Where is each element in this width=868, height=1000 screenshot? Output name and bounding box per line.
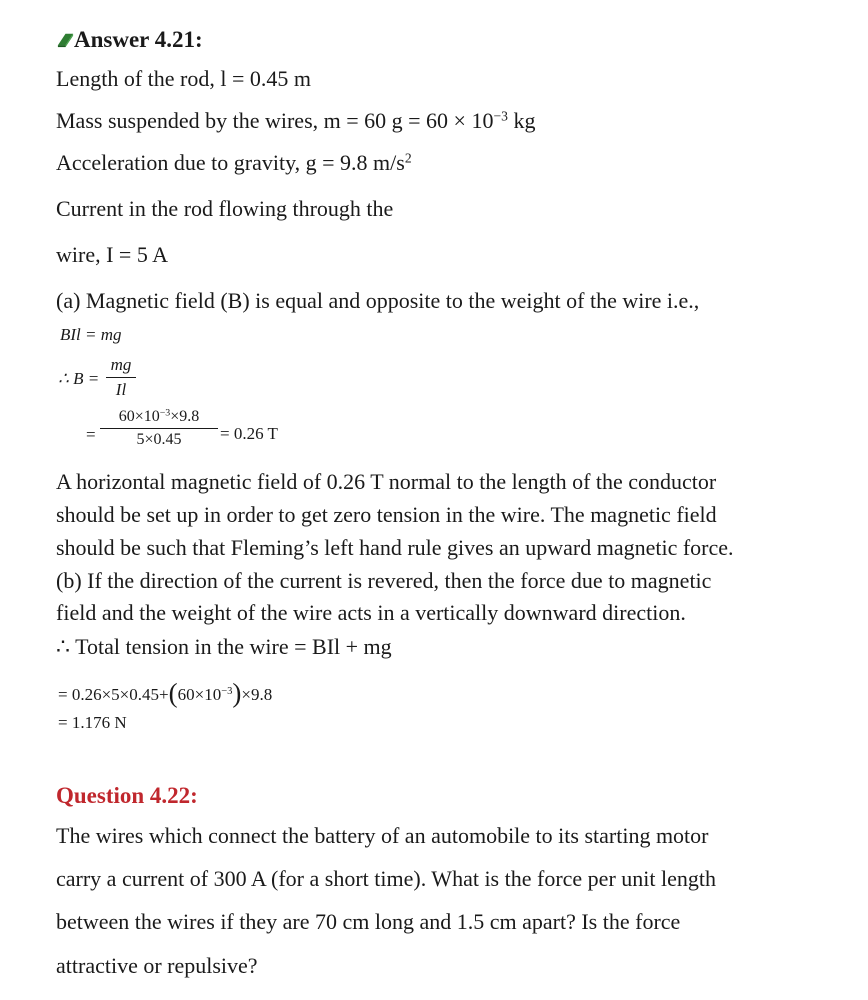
fraction-b-value: [100, 408, 218, 449]
question-line-2: carry a current of 300 A (for a short time). What is the force per unit length: [56, 866, 716, 891]
fraction-b-denominator: 5×0.45: [136, 431, 182, 448]
given-current-line-2: wire, I = 5 A: [56, 242, 168, 267]
given-current-line-1: Current in the rod flowing through the: [56, 196, 394, 221]
given-mass: Mass suspended by the wires, m = 60 $g = 60 \times 10^{-3}$ kg: [56, 108, 536, 133]
b-result: = 0.26 T: [220, 424, 278, 443]
book-logo-icon: [56, 30, 75, 49]
part-a-para-line-3: should be such that Fleming’s left hand rule gives an upward magnetic force.: [56, 535, 734, 560]
part-b-para-line-2: field and the weight of the wire acts in a vertically downward direction.: [56, 600, 686, 625]
fraction-mg-over-il: [106, 355, 136, 400]
question-line-1: The wires which connect the battery of an automobile to its starting motor: [56, 823, 709, 848]
tension-calculation: = $0.26\times 5\times 0.45+(60\times 10^{-3})\times 9.8$: [58, 678, 273, 708]
equation-bil-mg: BIl = mg: [60, 325, 122, 344]
equation-b-lhs: ∴ B =: [58, 369, 100, 388]
question-line-3: between the wires if they are 70 cm long and 1.5 cm apart? Is the force: [56, 909, 681, 934]
part-a-para-line-2: should be set up in order to get zero tension in the wire. The magnetic field: [56, 502, 717, 527]
part-a-para-line-1: A horizontal magnetic field of 0.26 T normal to the length of the conductor: [56, 469, 717, 494]
part-b-para-line-1: (b) If the direction of the current is revered, then the force due to magnetic: [56, 568, 712, 593]
answer-heading: Answer 4.21:: [74, 27, 203, 52]
question-line-4: attractive or repulsive?: [56, 953, 258, 978]
total-tension-line: ∴ Total tension in the wire = BIl + mg: [56, 634, 392, 659]
fraction-b-numerator: $60\times 10^{-3}\times 9.8$: [118, 407, 200, 425]
question-heading: Question 4.22:: [56, 783, 198, 808]
part-a-statement: (a) Magnetic field (B) is equal and opposite to the weight of the wire i.e.,: [56, 288, 700, 313]
fraction-numerator: mg: [110, 355, 132, 374]
given-length: Length of the rod, l = 0.45 m: [56, 66, 311, 91]
equation-equals: =: [86, 425, 96, 444]
tension-result: = 1.176 N: [58, 713, 127, 732]
fraction-denominator: Il: [115, 380, 127, 399]
given-gravity: Acceleration due to gravity, g = 9.8 $m/s^2$: [56, 150, 412, 175]
